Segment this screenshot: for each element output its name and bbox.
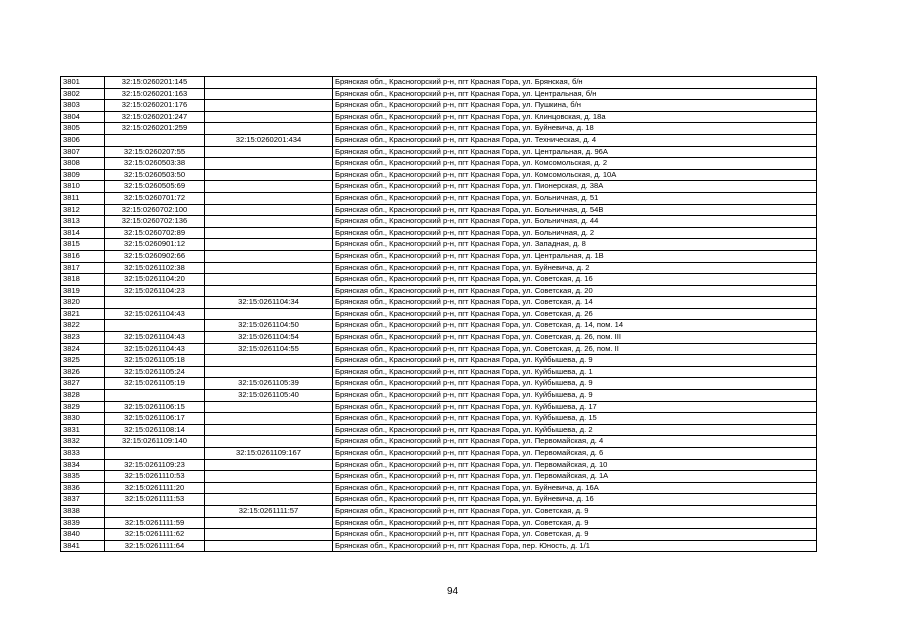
address-cell: Брянская обл., Красногорский р-н, пгт Красная Гора, ул. Первомайская, д. 10: [333, 459, 817, 471]
address-cell: Брянская обл., Красногорский р-н, пгт Красная Гора, ул. Брянская, б/н: [333, 77, 817, 89]
cadastral-number-cell: 32:15:0260201:145: [105, 77, 205, 89]
cadastral-number-secondary-cell: [205, 285, 333, 297]
row-number-cell: 3802: [61, 88, 105, 100]
address-cell: Брянская обл., Красногорский р-н, пгт Красная Гора, ул. Куйбышева, д. 9: [333, 390, 817, 402]
address-cell: Брянская обл., Красногорский р-н, пгт Красная Гора, ул. Буйневича, д. 18: [333, 123, 817, 135]
row-number-cell: 3815: [61, 239, 105, 251]
cadastral-number-secondary-cell: 32:15:0261104:54: [205, 332, 333, 344]
cadastral-number-secondary-cell: [205, 540, 333, 552]
row-number-cell: 3807: [61, 146, 105, 158]
address-cell: Брянская обл., Красногорский р-н, пгт Красная Гора, ул. Больничная, д. 44: [333, 216, 817, 228]
cadastral-number-cell: [105, 134, 205, 146]
cadastral-number-secondary-cell: [205, 436, 333, 448]
address-cell: Брянская обл., Красногорский р-н, пгт Красная Гора, ул. Куйбышева, д. 1: [333, 366, 817, 378]
table-row: [61, 285, 817, 297]
row-number-cell: 3823: [61, 332, 105, 344]
address-cell: Брянская обл., Красногорский р-н, пгт Красная Гора, ул. Первомайская, д. 6: [333, 448, 817, 460]
table-row: [61, 378, 817, 390]
table-row: [61, 262, 817, 274]
address-cell: Брянская обл., Красногорский р-н, пгт Красная Гора, ул. Советская, д. 20: [333, 285, 817, 297]
row-number-cell: 3828: [61, 390, 105, 402]
page-number: 94: [446, 586, 459, 597]
address-cell: Брянская обл., Красногорский р-н, пгт Красная Гора, ул. Центральная, б/н: [333, 88, 817, 100]
cadastral-number-cell: 32:15:0260201:259: [105, 123, 205, 135]
table-row: [61, 308, 817, 320]
cadastral-number-secondary-cell: [205, 192, 333, 204]
cadastral-number-secondary-cell: [205, 424, 333, 436]
cadastral-number-secondary-cell: 32:15:0261104:50: [205, 320, 333, 332]
cadastral-number-secondary-cell: [205, 413, 333, 425]
address-cell: Брянская обл., Красногорский р-н, пгт Красная Гора, ул. Клинцовская, д. 18а: [333, 111, 817, 123]
cadastral-number-secondary-cell: [205, 204, 333, 216]
row-number-cell: 3812: [61, 204, 105, 216]
row-number-cell: 3841: [61, 540, 105, 552]
table-row: [61, 227, 817, 239]
address-cell: Брянская обл., Красногорский р-н, пгт Красная Гора, ул. Западная, д. 8: [333, 239, 817, 251]
row-number-cell: 3820: [61, 297, 105, 309]
cadastral-number-cell: 32:15:0260702:100: [105, 204, 205, 216]
row-number-cell: 3833: [61, 448, 105, 460]
row-number-cell: 3821: [61, 308, 105, 320]
address-cell: Брянская обл., Красногорский р-н, пгт Красная Гора, пер. Юность, д. 1/1: [333, 540, 817, 552]
row-number-cell: 3810: [61, 181, 105, 193]
cadastral-number-secondary-cell: 32:15:0261109:167: [205, 448, 333, 460]
row-number-cell: 3806: [61, 134, 105, 146]
row-number-cell: 3835: [61, 471, 105, 483]
row-number-cell: 3826: [61, 366, 105, 378]
table-row: [61, 540, 817, 552]
address-cell: Брянская обл., Красногорский р-н, пгт Красная Гора, ул. Первомайская, д. 1А: [333, 471, 817, 483]
row-number-cell: 3829: [61, 401, 105, 413]
cadastral-number-secondary-cell: 32:15:0261111:57: [205, 505, 333, 517]
row-number-cell: 3805: [61, 123, 105, 135]
table-row: [61, 88, 817, 100]
cadastral-number-cell: 32:15:0261108:14: [105, 424, 205, 436]
row-number-cell: 3822: [61, 320, 105, 332]
table-row: [61, 366, 817, 378]
table-row: [61, 274, 817, 286]
cadastral-number-secondary-cell: [205, 111, 333, 123]
address-cell: Брянская обл., Красногорский р-н, пгт Красная Гора, ул. Куйбышева, д. 2: [333, 424, 817, 436]
cadastral-number-cell: 32:15:0261111:64: [105, 540, 205, 552]
row-number-cell: 3834: [61, 459, 105, 471]
table-row: [61, 332, 817, 344]
address-cell: Брянская обл., Красногорский р-н, пгт Красная Гора, ул. Советская, д. 9: [333, 505, 817, 517]
table-row: [61, 436, 817, 448]
row-number-cell: 3836: [61, 482, 105, 494]
table-row: [61, 239, 817, 251]
address-cell: Брянская обл., Красногорский р-н, пгт Красная Гора, ул. Пионерская, д. 38А: [333, 181, 817, 193]
address-cell: Брянская обл., Красногорский р-н, пгт Красная Гора, ул. Центральная, д. 96А: [333, 146, 817, 158]
cadastral-number-secondary-cell: [205, 529, 333, 541]
row-number-cell: 3814: [61, 227, 105, 239]
row-number-cell: 3839: [61, 517, 105, 529]
cadastral-number-cell: 32:15:0260207:55: [105, 146, 205, 158]
table-row: [61, 413, 817, 425]
cadastral-number-cell: 32:15:0261104:43: [105, 332, 205, 344]
cadastral-number-secondary-cell: [205, 494, 333, 506]
address-cell: Брянская обл., Красногорский р-н, пгт Красная Гора, ул. Куйбышева, д. 15: [333, 413, 817, 425]
cadastral-number-secondary-cell: [205, 100, 333, 112]
table-row: [61, 343, 817, 355]
table-row: [61, 390, 817, 402]
cadastral-number-cell: 32:15:0261102:38: [105, 262, 205, 274]
table-row: [61, 424, 817, 436]
cadastral-number-secondary-cell: 32:15:0261105:40: [205, 390, 333, 402]
table-row: [61, 192, 817, 204]
table-body: [61, 77, 817, 552]
cadastral-number-cell: 32:15:0261104:43: [105, 343, 205, 355]
address-cell: Брянская обл., Красногорский р-н, пгт Красная Гора, ул. Советская, д. 26, пом. III: [333, 332, 817, 344]
table-row: [61, 100, 817, 112]
cadastral-number-cell: 32:15:0260702:136: [105, 216, 205, 228]
cadastral-number-secondary-cell: [205, 227, 333, 239]
cadastral-number-cell: [105, 505, 205, 517]
table-row: [61, 517, 817, 529]
cadastral-number-cell: 32:15:0260503:50: [105, 169, 205, 181]
row-number-cell: 3811: [61, 192, 105, 204]
address-cell: Брянская обл., Красногорский р-н, пгт Красная Гора, ул. Советская, д. 26: [333, 308, 817, 320]
cadastral-number-secondary-cell: [205, 366, 333, 378]
cadastral-number-secondary-cell: [205, 123, 333, 135]
cadastral-number-cell: 32:15:0260201:247: [105, 111, 205, 123]
cadastral-number-secondary-cell: [205, 517, 333, 529]
row-number-cell: 3837: [61, 494, 105, 506]
cadastral-number-cell: 32:15:0261104:20: [105, 274, 205, 286]
cadastral-number-cell: 32:15:0260702:89: [105, 227, 205, 239]
row-number-cell: 3804: [61, 111, 105, 123]
cadastral-number-secondary-cell: 32:15:0261105:39: [205, 378, 333, 390]
row-number-cell: 3830: [61, 413, 105, 425]
address-cell: Брянская обл., Красногорский р-н, пгт Красная Гора, ул. Комсомольская, д. 10А: [333, 169, 817, 181]
address-cell: Брянская обл., Красногорский р-н, пгт Красная Гора, ул. Больничная, д. 51: [333, 192, 817, 204]
cadastral-number-cell: 32:15:0260505:69: [105, 181, 205, 193]
address-cell: Брянская обл., Красногорский р-н, пгт Красная Гора, ул. Техническая, д. 4: [333, 134, 817, 146]
address-cell: Брянская обл., Красногорский р-н, пгт Красная Гора, ул. Первомайская, д. 4: [333, 436, 817, 448]
row-number-cell: 3818: [61, 274, 105, 286]
cadastral-number-secondary-cell: 32:15:0261104:55: [205, 343, 333, 355]
row-number-cell: 3832: [61, 436, 105, 448]
table-row: [61, 494, 817, 506]
cadastral-number-cell: [105, 297, 205, 309]
cadastral-number-secondary-cell: [205, 308, 333, 320]
cadastral-number-secondary-cell: [205, 169, 333, 181]
cadastral-number-cell: 32:15:0261111:59: [105, 517, 205, 529]
row-number-cell: 3801: [61, 77, 105, 89]
property-register-table: [60, 76, 817, 552]
table-row: [61, 146, 817, 158]
table-row: [61, 459, 817, 471]
table-row: [61, 320, 817, 332]
table-row: [61, 181, 817, 193]
table-row: [61, 505, 817, 517]
cadastral-number-secondary-cell: [205, 355, 333, 367]
cadastral-number-cell: 32:15:0261110:53: [105, 471, 205, 483]
cadastral-number-cell: 32:15:0260201:176: [105, 100, 205, 112]
cadastral-number-cell: [105, 320, 205, 332]
cadastral-number-secondary-cell: [205, 274, 333, 286]
table-row: [61, 529, 817, 541]
cadastral-number-secondary-cell: [205, 459, 333, 471]
cadastral-number-secondary-cell: [205, 158, 333, 170]
address-cell: Брянская обл., Красногорский р-н, пгт Красная Гора, ул. Советская, д. 26, пом. II: [333, 343, 817, 355]
cadastral-number-cell: 32:15:0261106:15: [105, 401, 205, 413]
row-number-cell: 3809: [61, 169, 105, 181]
row-number-cell: 3827: [61, 378, 105, 390]
cadastral-number-cell: 32:15:0260503:38: [105, 158, 205, 170]
cadastral-number-cell: 32:15:0260902:66: [105, 250, 205, 262]
cadastral-number-cell: 32:15:0261105:24: [105, 366, 205, 378]
cadastral-number-cell: 32:15:0261109:23: [105, 459, 205, 471]
cadastral-number-cell: 32:15:0261104:23: [105, 285, 205, 297]
table-row: [61, 134, 817, 146]
table-row: [61, 123, 817, 135]
cadastral-number-secondary-cell: [205, 262, 333, 274]
cadastral-number-secondary-cell: [205, 471, 333, 483]
cadastral-number-secondary-cell: [205, 482, 333, 494]
cadastral-number-secondary-cell: [205, 181, 333, 193]
row-number-cell: 3838: [61, 505, 105, 517]
table-row: [61, 216, 817, 228]
cadastral-number-secondary-cell: [205, 239, 333, 251]
address-cell: Брянская обл., Красногорский р-н, пгт Красная Гора, ул. Буйневича, д. 2: [333, 262, 817, 274]
row-number-cell: 3831: [61, 424, 105, 436]
cadastral-number-cell: 32:15:0261111:53: [105, 494, 205, 506]
address-cell: Брянская обл., Красногорский р-н, пгт Красная Гора, ул. Советская, д. 14: [333, 297, 817, 309]
address-cell: Брянская обл., Красногорский р-н, пгт Красная Гора, ул. Советская, д. 9: [333, 517, 817, 529]
cadastral-number-cell: 32:15:0261105:19: [105, 378, 205, 390]
address-cell: Брянская обл., Красногорский р-н, пгт Красная Гора, ул. Советская, д. 16: [333, 274, 817, 286]
row-number-cell: 3813: [61, 216, 105, 228]
address-cell: Брянская обл., Красногорский р-н, пгт Красная Гора, ул. Центральная, д. 1В: [333, 250, 817, 262]
row-number-cell: 3824: [61, 343, 105, 355]
row-number-cell: 3817: [61, 262, 105, 274]
cadastral-number-secondary-cell: [205, 77, 333, 89]
table-row: [61, 77, 817, 89]
cadastral-number-cell: 32:15:0261105:18: [105, 355, 205, 367]
table-row: [61, 111, 817, 123]
table-row: [61, 158, 817, 170]
cadastral-number-secondary-cell: [205, 216, 333, 228]
address-cell: Брянская обл., Красногорский р-н, пгт Красная Гора, ул. Пушкина, б/н: [333, 100, 817, 112]
table-row: [61, 250, 817, 262]
row-number-cell: 3816: [61, 250, 105, 262]
row-number-cell: 3819: [61, 285, 105, 297]
table-row: [61, 297, 817, 309]
row-number-cell: 3825: [61, 355, 105, 367]
address-cell: Брянская обл., Красногорский р-н, пгт Красная Гора, ул. Комсомольская, д. 2: [333, 158, 817, 170]
cadastral-number-cell: [105, 390, 205, 402]
address-cell: Брянская обл., Красногорский р-н, пгт Красная Гора, ул. Буйневича, д. 16: [333, 494, 817, 506]
table-row: [61, 204, 817, 216]
table-row: [61, 448, 817, 460]
cadastral-number-cell: [105, 448, 205, 460]
address-cell: Брянская обл., Красногорский р-н, пгт Красная Гора, ул. Куйбышева, д. 17: [333, 401, 817, 413]
address-cell: Брянская обл., Красногорский р-н, пгт Красная Гора, ул. Больничная, д. 54В: [333, 204, 817, 216]
cadastral-number-cell: 32:15:0261111:20: [105, 482, 205, 494]
cadastral-number-cell: 32:15:0260901:12: [105, 239, 205, 251]
address-cell: Брянская обл., Красногорский р-н, пгт Красная Гора, ул. Советская, д. 9: [333, 529, 817, 541]
cadastral-number-cell: 32:15:0261104:43: [105, 308, 205, 320]
cadastral-number-cell: 32:15:0261106:17: [105, 413, 205, 425]
cadastral-number-secondary-cell: [205, 401, 333, 413]
address-cell: Брянская обл., Красногорский р-н, пгт Красная Гора, ул. Буйневича, д. 16А: [333, 482, 817, 494]
address-cell: Брянская обл., Красногорский р-н, пгт Красная Гора, ул. Советская, д. 14, пом. 14: [333, 320, 817, 332]
cadastral-number-secondary-cell: 32:15:0261104:34: [205, 297, 333, 309]
row-number-cell: 3808: [61, 158, 105, 170]
cadastral-number-secondary-cell: [205, 146, 333, 158]
cadastral-number-secondary-cell: [205, 250, 333, 262]
cadastral-number-cell: 32:15:0261111:62: [105, 529, 205, 541]
row-number-cell: 3803: [61, 100, 105, 112]
cadastral-number-cell: 32:15:0260701:72: [105, 192, 205, 204]
table-row: [61, 482, 817, 494]
table-row: [61, 401, 817, 413]
cadastral-number-secondary-cell: [205, 88, 333, 100]
table-row: [61, 169, 817, 181]
row-number-cell: 3840: [61, 529, 105, 541]
cadastral-number-secondary-cell: 32:15:0260201:434: [205, 134, 333, 146]
address-cell: Брянская обл., Красногорский р-н, пгт Красная Гора, ул. Больничная, д. 2: [333, 227, 817, 239]
cadastral-number-cell: 32:15:0261109:140: [105, 436, 205, 448]
address-cell: Брянская обл., Красногорский р-н, пгт Красная Гора, ул. Куйбышева, д. 9: [333, 378, 817, 390]
table-row: [61, 355, 817, 367]
table-row: [61, 471, 817, 483]
address-cell: Брянская обл., Красногорский р-н, пгт Красная Гора, ул. Куйбышева, д. 9: [333, 355, 817, 367]
cadastral-number-cell: 32:15:0260201:163: [105, 88, 205, 100]
